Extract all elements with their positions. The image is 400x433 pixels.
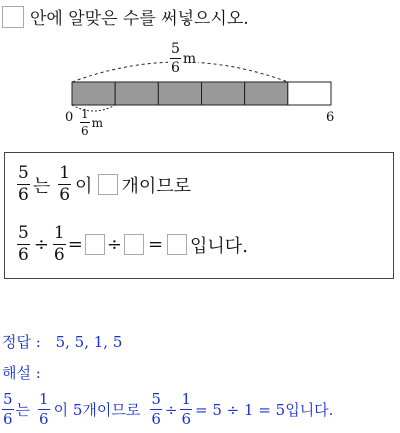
- top-length-label: $\frac{5}{6}$ m: [168, 42, 198, 75]
- fraction-1-6: $\frac{1}{6}$: [53, 223, 65, 265]
- start-label: 0: [65, 110, 74, 125]
- answer-blank-icon: [2, 6, 24, 28]
- answer-line: [2, 331, 122, 352]
- problem-box: [4, 152, 394, 279]
- problem-row-1: $\frac{5}{6}$ 는 $\frac{1}{6}$ 이 개이므로: [18, 163, 191, 205]
- shaded-segment: [202, 82, 245, 105]
- problem-row-2: $\frac{5}{6}$ ÷ $\frac{1}{6}$ = ÷ = 입니다.: [18, 223, 248, 265]
- shaded-segment: [115, 82, 158, 105]
- unit-length-label: $\frac{1}{6}$ m: [81, 107, 104, 138]
- explanation-label: 해설 :: [2, 364, 41, 382]
- fraction-5-6: $\frac{5}{6}$: [18, 163, 29, 205]
- explanation-line: $\frac{5}{6}$ 는 $\frac{1}{6}$ 이 5개이므로 $\frac{5}{6}$ ÷ $\frac{1}{6}$ = 5 ÷ 1 = 5입니다.: [3, 390, 334, 428]
- fraction-5-6: $\frac{5}{6}$: [18, 223, 29, 265]
- blank-input-4[interactable]: [167, 234, 187, 255]
- blank-input-1[interactable]: [98, 174, 118, 195]
- top-length-fraction: $\frac{5}{6}$: [171, 41, 180, 76]
- blank-input-2[interactable]: [85, 234, 105, 255]
- unit-length-fraction: $\frac{1}{6}$: [81, 107, 89, 138]
- tape-diagram: [0, 38, 400, 138]
- fraction-5-6: $\frac{5}{6}$: [151, 390, 161, 428]
- end-label: 6: [326, 110, 335, 125]
- question-row: [2, 4, 249, 29]
- blank-input-3[interactable]: [124, 234, 144, 255]
- question-prompt: 안에 알맞은 수를 써넣으시오.: [30, 9, 249, 29]
- shaded-segment: [245, 82, 288, 105]
- fraction-1-6: $\frac{1}{6}$: [59, 163, 71, 205]
- fraction-5-6: $\frac{5}{6}$: [3, 390, 13, 428]
- answer-label: 정답 :: [2, 333, 41, 351]
- answer-values: 5, 5, 1, 5: [55, 333, 123, 351]
- fraction-1-6: $\frac{1}{6}$: [39, 390, 49, 428]
- shaded-segment: [158, 82, 201, 105]
- shaded-segment: [72, 82, 115, 105]
- fraction-1-6: $\frac{1}{6}$: [181, 390, 192, 428]
- empty-segment: [288, 82, 331, 105]
